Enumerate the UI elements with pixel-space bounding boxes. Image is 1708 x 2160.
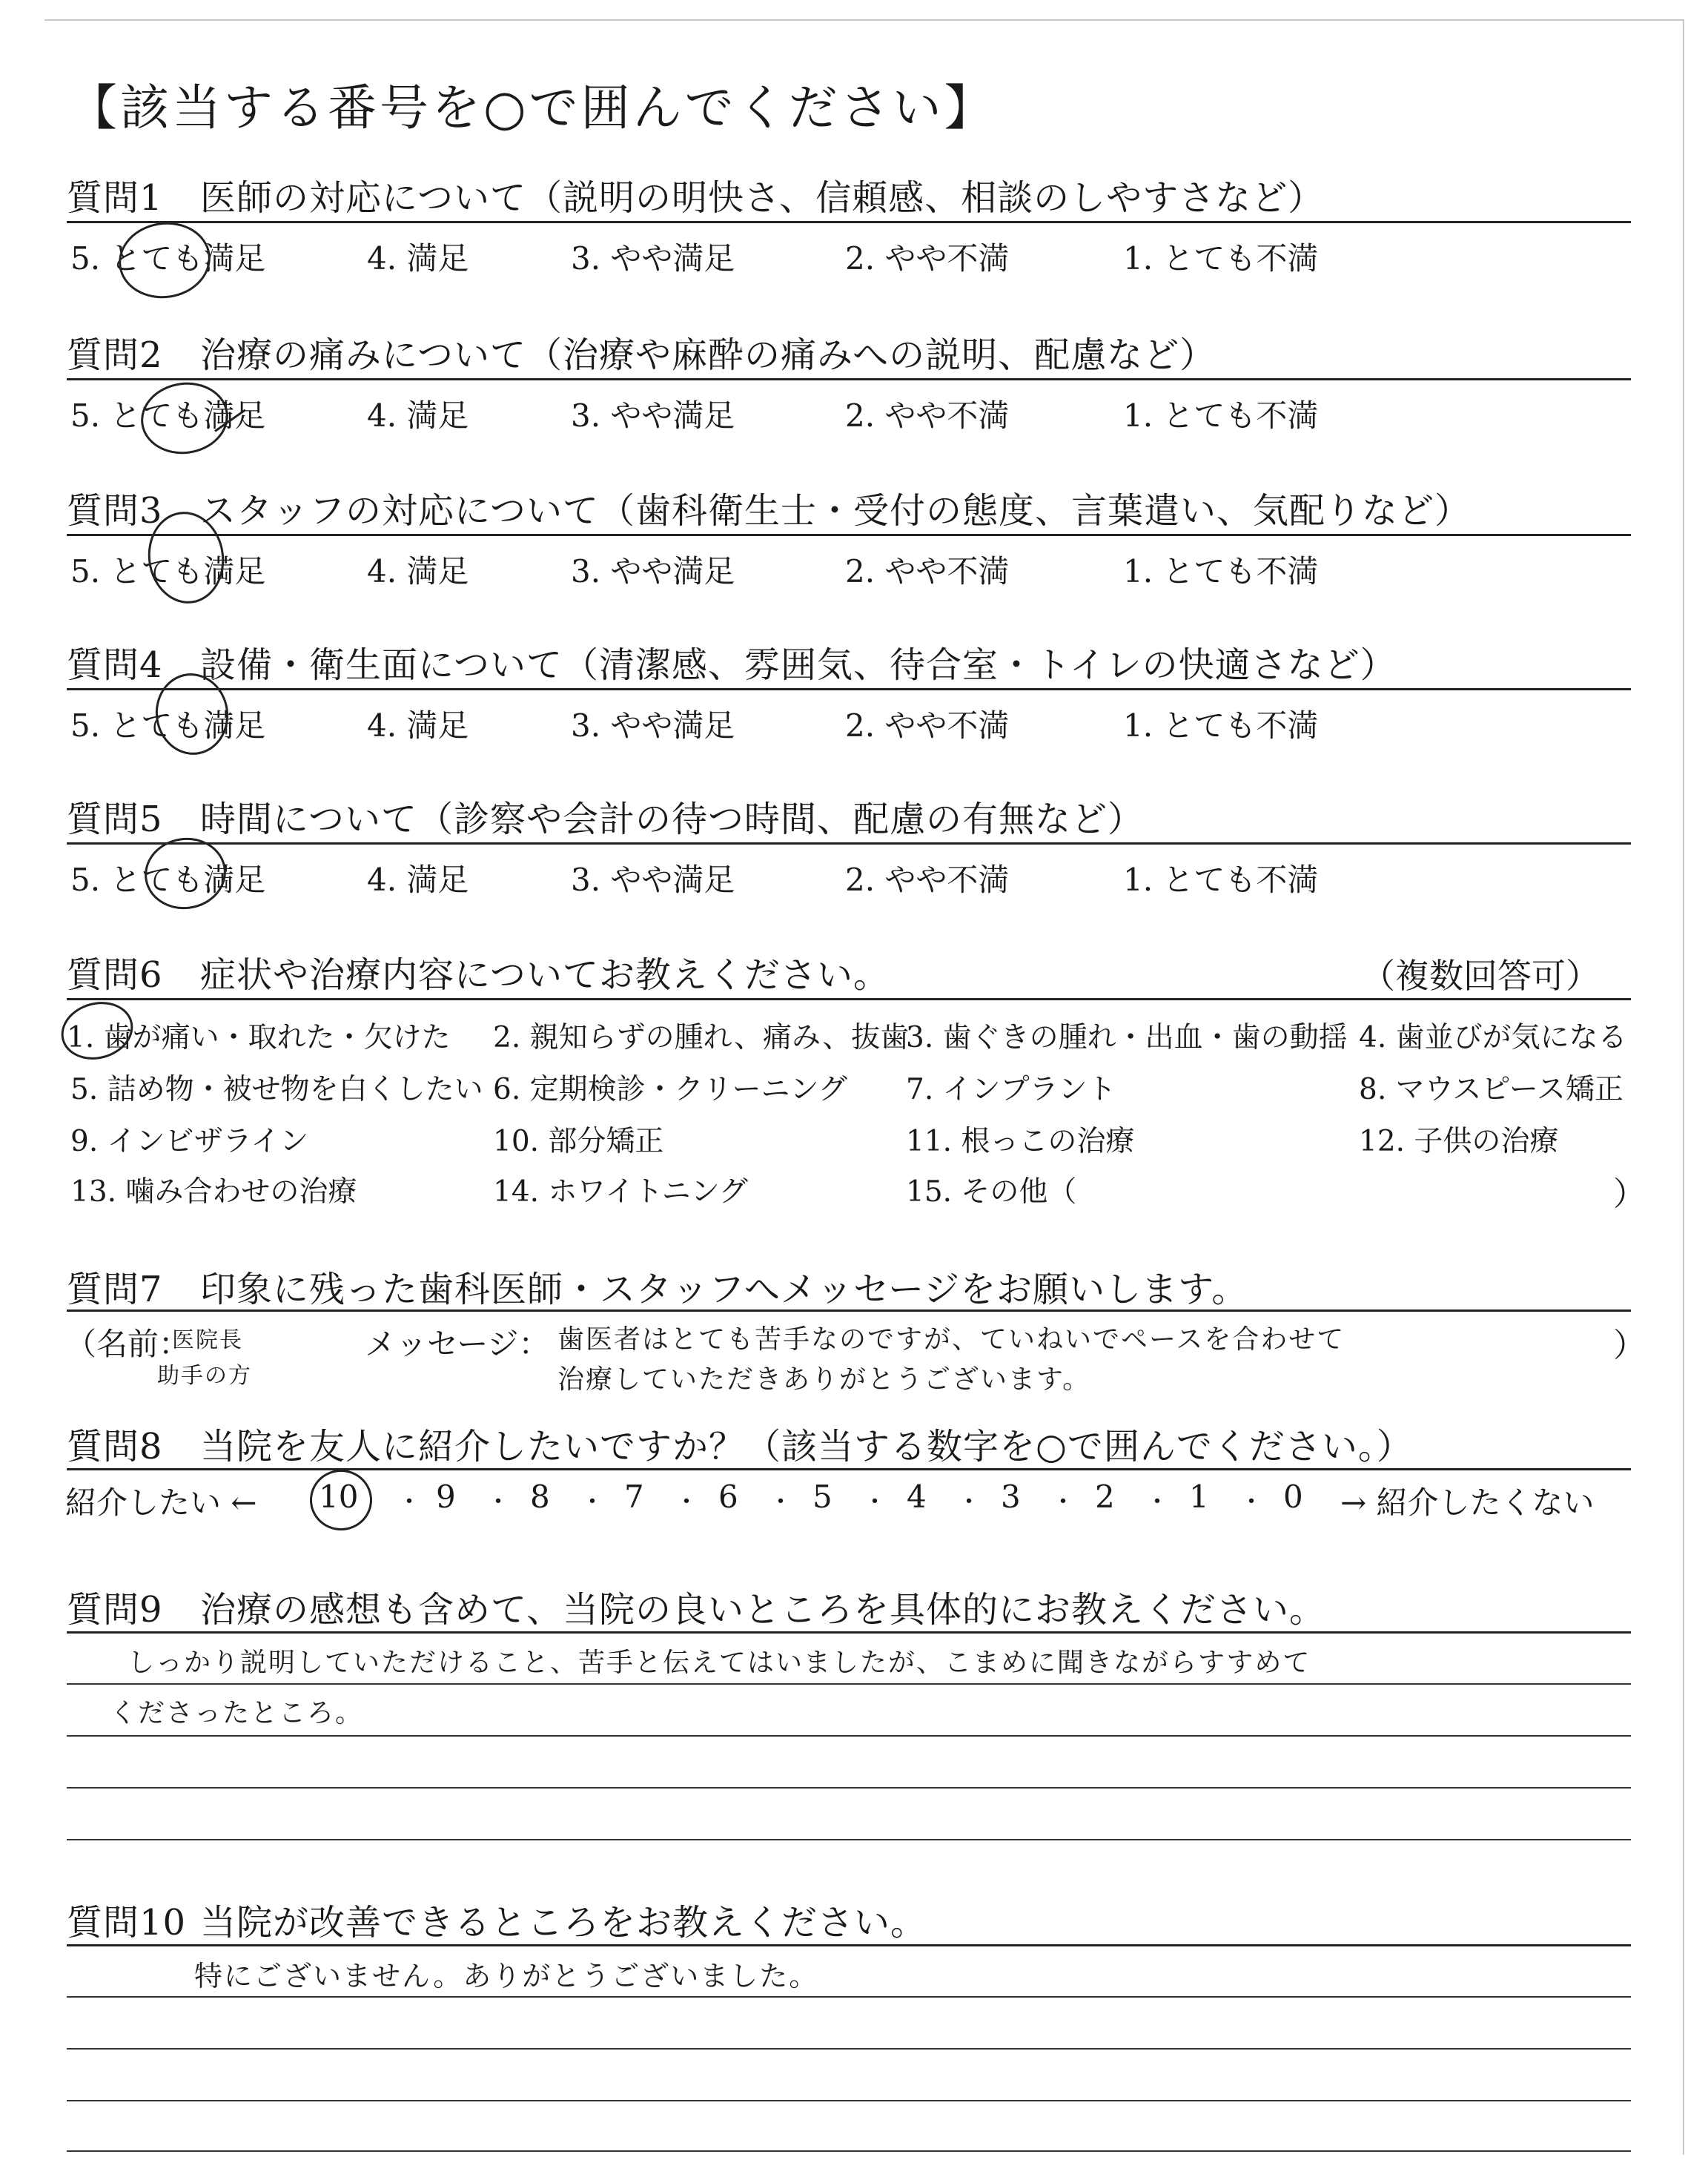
q10-answer-line	[67, 2150, 1631, 2152]
q6-option-13[interactable]: 13. 噛み合わせの治療	[70, 1175, 357, 1209]
q1-rule	[67, 221, 1631, 223]
q1-number: 質問1	[67, 177, 163, 219]
q6-option-14[interactable]: 14. ホワイトニング	[493, 1175, 748, 1209]
q6-option-6[interactable]: 6. 定期検診・クリーニング	[493, 1073, 847, 1106]
q2-option-3[interactable]: 3. やや満足	[571, 397, 735, 434]
q1-option-4[interactable]: 4. 満足	[367, 240, 469, 277]
q9-answer-line	[67, 1683, 1631, 1685]
q5-option-1[interactable]: 1. とても不満	[1123, 862, 1319, 898]
q3-number: 質問3	[67, 490, 163, 532]
q8-scale-dot: ・	[768, 1487, 793, 1517]
q4-text: 設備・衛生面について（清潔感、雰囲気、待合室・トイレの快適さなど）	[200, 644, 1397, 686]
q6-option-1[interactable]: 1. 歯が痛い・取れた・欠けた	[67, 1021, 451, 1054]
q6-option-2[interactable]: 2. 親知らずの腫れ、痛み、抜歯	[493, 1021, 910, 1054]
q5-option-5[interactable]: 5. とても満足	[70, 862, 266, 898]
q3-heading	[67, 482, 1471, 533]
q8-scale-3[interactable]: 3	[1001, 1479, 1021, 1515]
q6-option-5[interactable]: 5. 詰め物・被せ物を白くしたい	[70, 1073, 483, 1106]
q10-answer-line	[67, 1996, 1631, 1998]
q10-heading	[67, 1894, 927, 1945]
q8-scale-5[interactable]: 5	[812, 1479, 833, 1515]
q8-scale-8[interactable]: 8	[530, 1479, 550, 1515]
q8-text: 当院を友人に紹介したいですか？（該当する数字を○で囲んでください。）	[200, 1426, 1413, 1467]
q4-rule	[67, 688, 1631, 690]
q7-text: 印象に残った歯科医師・スタッフへメッセージをお願いします。	[200, 1269, 1248, 1310]
q6-option-4[interactable]: 4. 歯並びが気になる	[1359, 1021, 1627, 1054]
q5-number: 質問5	[67, 799, 163, 840]
q8-scale-2[interactable]: 2	[1095, 1479, 1115, 1515]
q7-message-line1[interactable]: 歯医者はとても苦手なのですが、ていねいでペースを合わせて	[557, 1324, 1345, 1355]
q4-option-2[interactable]: 2. やや不満	[845, 707, 1010, 744]
q9-text: 治療の感想も含めて、当院の良いところを具体的にお教えください。	[200, 1589, 1326, 1631]
q2-text: 治療の痛みについて（治療や麻酔の痛みへの説明、配慮など）	[200, 334, 1217, 376]
q6-number: 質問6	[67, 954, 163, 996]
q6-option-15[interactable]: 15. その他（	[906, 1175, 1077, 1209]
q7-name-line1[interactable]: 医院長	[172, 1327, 243, 1353]
q6-option-10[interactable]: 10. 部分矯正	[493, 1125, 664, 1158]
q10-text: 当院が改善できるところをお教えください。	[200, 1902, 927, 1943]
q8-scale-dot: ・	[674, 1487, 699, 1517]
q7-message-label: メッセージ：	[365, 1326, 550, 1362]
q2-option-4[interactable]: 4. 満足	[367, 397, 469, 434]
q3-option-2[interactable]: 2. やや不満	[845, 553, 1010, 589]
q8-scale-dot: ・	[486, 1487, 511, 1517]
q6-option-11[interactable]: 11. 根っこの治療	[906, 1125, 1135, 1158]
q4-option-5[interactable]: 5. とても満足	[70, 707, 266, 744]
q7-number: 質問7	[67, 1269, 163, 1310]
q8-number: 質問8	[67, 1426, 163, 1467]
q1-text: 医師の対応について（説明の明快さ、信頼感、相談のしやすさなど）	[200, 177, 1325, 219]
q2-option-1[interactable]: 1. とても不満	[1123, 397, 1319, 434]
q6-option-9[interactable]: 9. インビザライン	[70, 1125, 309, 1158]
q9-answer-line	[67, 1839, 1631, 1840]
q2-option-2[interactable]: 2. やや不満	[845, 397, 1010, 434]
q1-option-3[interactable]: 3. やや満足	[571, 240, 735, 277]
q8-scale-dot: ・	[956, 1487, 982, 1517]
q3-rule	[67, 534, 1631, 536]
q5-option-3[interactable]: 3. やや満足	[571, 862, 735, 898]
q1-option-2[interactable]: 2. やや不満	[845, 240, 1010, 277]
q2-heading	[67, 326, 1216, 377]
q8-left-label: 紹介したい ←	[65, 1484, 257, 1521]
q6-option-8[interactable]: 8. マウスピース矯正	[1359, 1073, 1623, 1106]
q8-scale-1[interactable]: 1	[1189, 1479, 1209, 1515]
q4-option-3[interactable]: 3. やや満足	[571, 707, 735, 744]
q10-rule	[67, 1944, 1631, 1946]
q6-multiple-note: （複数回答可）	[1361, 956, 1600, 996]
q3-option-3[interactable]: 3. やや満足	[571, 553, 735, 589]
q8-heading	[67, 1418, 1413, 1469]
q8-scale-dot: ・	[862, 1487, 887, 1517]
q8-scale-dot: ・	[1050, 1487, 1076, 1517]
q10-answer-line1[interactable]: 特にございません。ありがとうございました。	[194, 1960, 819, 1992]
q8-scale-0[interactable]: 0	[1283, 1479, 1303, 1515]
q5-rule	[67, 842, 1631, 845]
page-title: 【該当する番号を○で囲んでください】	[68, 79, 996, 136]
q9-answer-line1[interactable]: しっかり説明していただけること、苦手と伝えてはいましたが、こまめに聞きながらすすめて	[128, 1648, 1311, 1678]
q4-heading	[67, 636, 1397, 687]
q6-option-12[interactable]: 12. 子供の治療	[1359, 1125, 1559, 1158]
q7-close-paren: ）	[1613, 1327, 1646, 1364]
q4-number: 質問4	[67, 644, 163, 686]
q6-option-7[interactable]: 7. インプラント	[906, 1073, 1116, 1106]
q8-scale-dot: ・	[1239, 1487, 1264, 1517]
q10-answer-line	[67, 2100, 1631, 2101]
q5-option-4[interactable]: 4. 満足	[367, 862, 469, 898]
q6-option-3[interactable]: 3. 歯ぐきの腫れ・出血・歯の動揺	[906, 1021, 1348, 1054]
q1-option-1[interactable]: 1. とても不満	[1123, 240, 1319, 277]
q2-number: 質問2	[67, 334, 163, 376]
q6-text: 症状や治療内容についてお教えください。	[200, 954, 890, 996]
q9-heading	[67, 1581, 1325, 1632]
q8-answer-circle	[310, 1470, 372, 1530]
q8-scale-dot: ・	[1145, 1487, 1170, 1517]
q9-answer-line2[interactable]: くださったところ。	[110, 1698, 364, 1728]
q3-option-4[interactable]: 4. 満足	[367, 553, 469, 589]
q1-heading	[67, 169, 1324, 220]
q7-heading	[67, 1261, 1248, 1312]
frame-right-edge	[1683, 19, 1684, 2155]
q1-option-5[interactable]: 5. とても満足	[70, 240, 266, 277]
q8-scale-9[interactable]: 9	[436, 1479, 456, 1515]
q8-scale-4[interactable]: 4	[907, 1479, 927, 1515]
q8-scale-dot: ・	[580, 1487, 605, 1517]
q6-heading	[67, 946, 890, 997]
q8-scale-dot: ・	[397, 1487, 422, 1517]
q8-scale-7[interactable]: 7	[624, 1479, 644, 1515]
q3-text: スタッフの対応について（歯科衛生士・受付の態度、言葉遣い、気配りなど）	[200, 490, 1472, 532]
q6-rule	[67, 998, 1631, 1000]
frame-top-edge	[44, 19, 1683, 21]
q6-other-close-paren: ）	[1613, 1175, 1646, 1213]
q2-rule	[67, 378, 1631, 380]
q5-heading	[67, 790, 1144, 842]
q2-option-5[interactable]: 5. とても満足	[70, 397, 266, 434]
q9-number: 質問9	[67, 1589, 163, 1631]
q9-answer-line	[67, 1787, 1631, 1789]
q3-option-5[interactable]: 5. とても満足	[70, 553, 266, 589]
q5-text: 時間について（診察や会計の待つ時間、配慮の有無など）	[200, 799, 1145, 840]
q8-scale-10[interactable]: 10	[319, 1479, 359, 1515]
q8-rule	[67, 1468, 1631, 1470]
q8-right-label: → 紹介したくない	[1340, 1484, 1595, 1521]
q4-option-1[interactable]: 1. とても不満	[1123, 707, 1319, 744]
q4-option-4[interactable]: 4. 満足	[367, 707, 469, 744]
q9-rule	[67, 1631, 1631, 1634]
q10-answer-line	[67, 2048, 1631, 2050]
q10-number: 質問10	[67, 1902, 187, 1943]
q3-option-1[interactable]: 1. とても不満	[1123, 553, 1319, 589]
q9-answer-line	[67, 1735, 1631, 1737]
q7-name-label: （名前：	[65, 1326, 191, 1362]
q7-name-line2[interactable]: 助手の方	[157, 1363, 252, 1389]
q7-message-line2[interactable]: 治療していただきありがとうございます。	[557, 1364, 1091, 1395]
q5-option-2[interactable]: 2. やや不満	[845, 862, 1010, 898]
q7-rule	[67, 1309, 1631, 1312]
q8-scale-6[interactable]: 6	[718, 1479, 738, 1515]
